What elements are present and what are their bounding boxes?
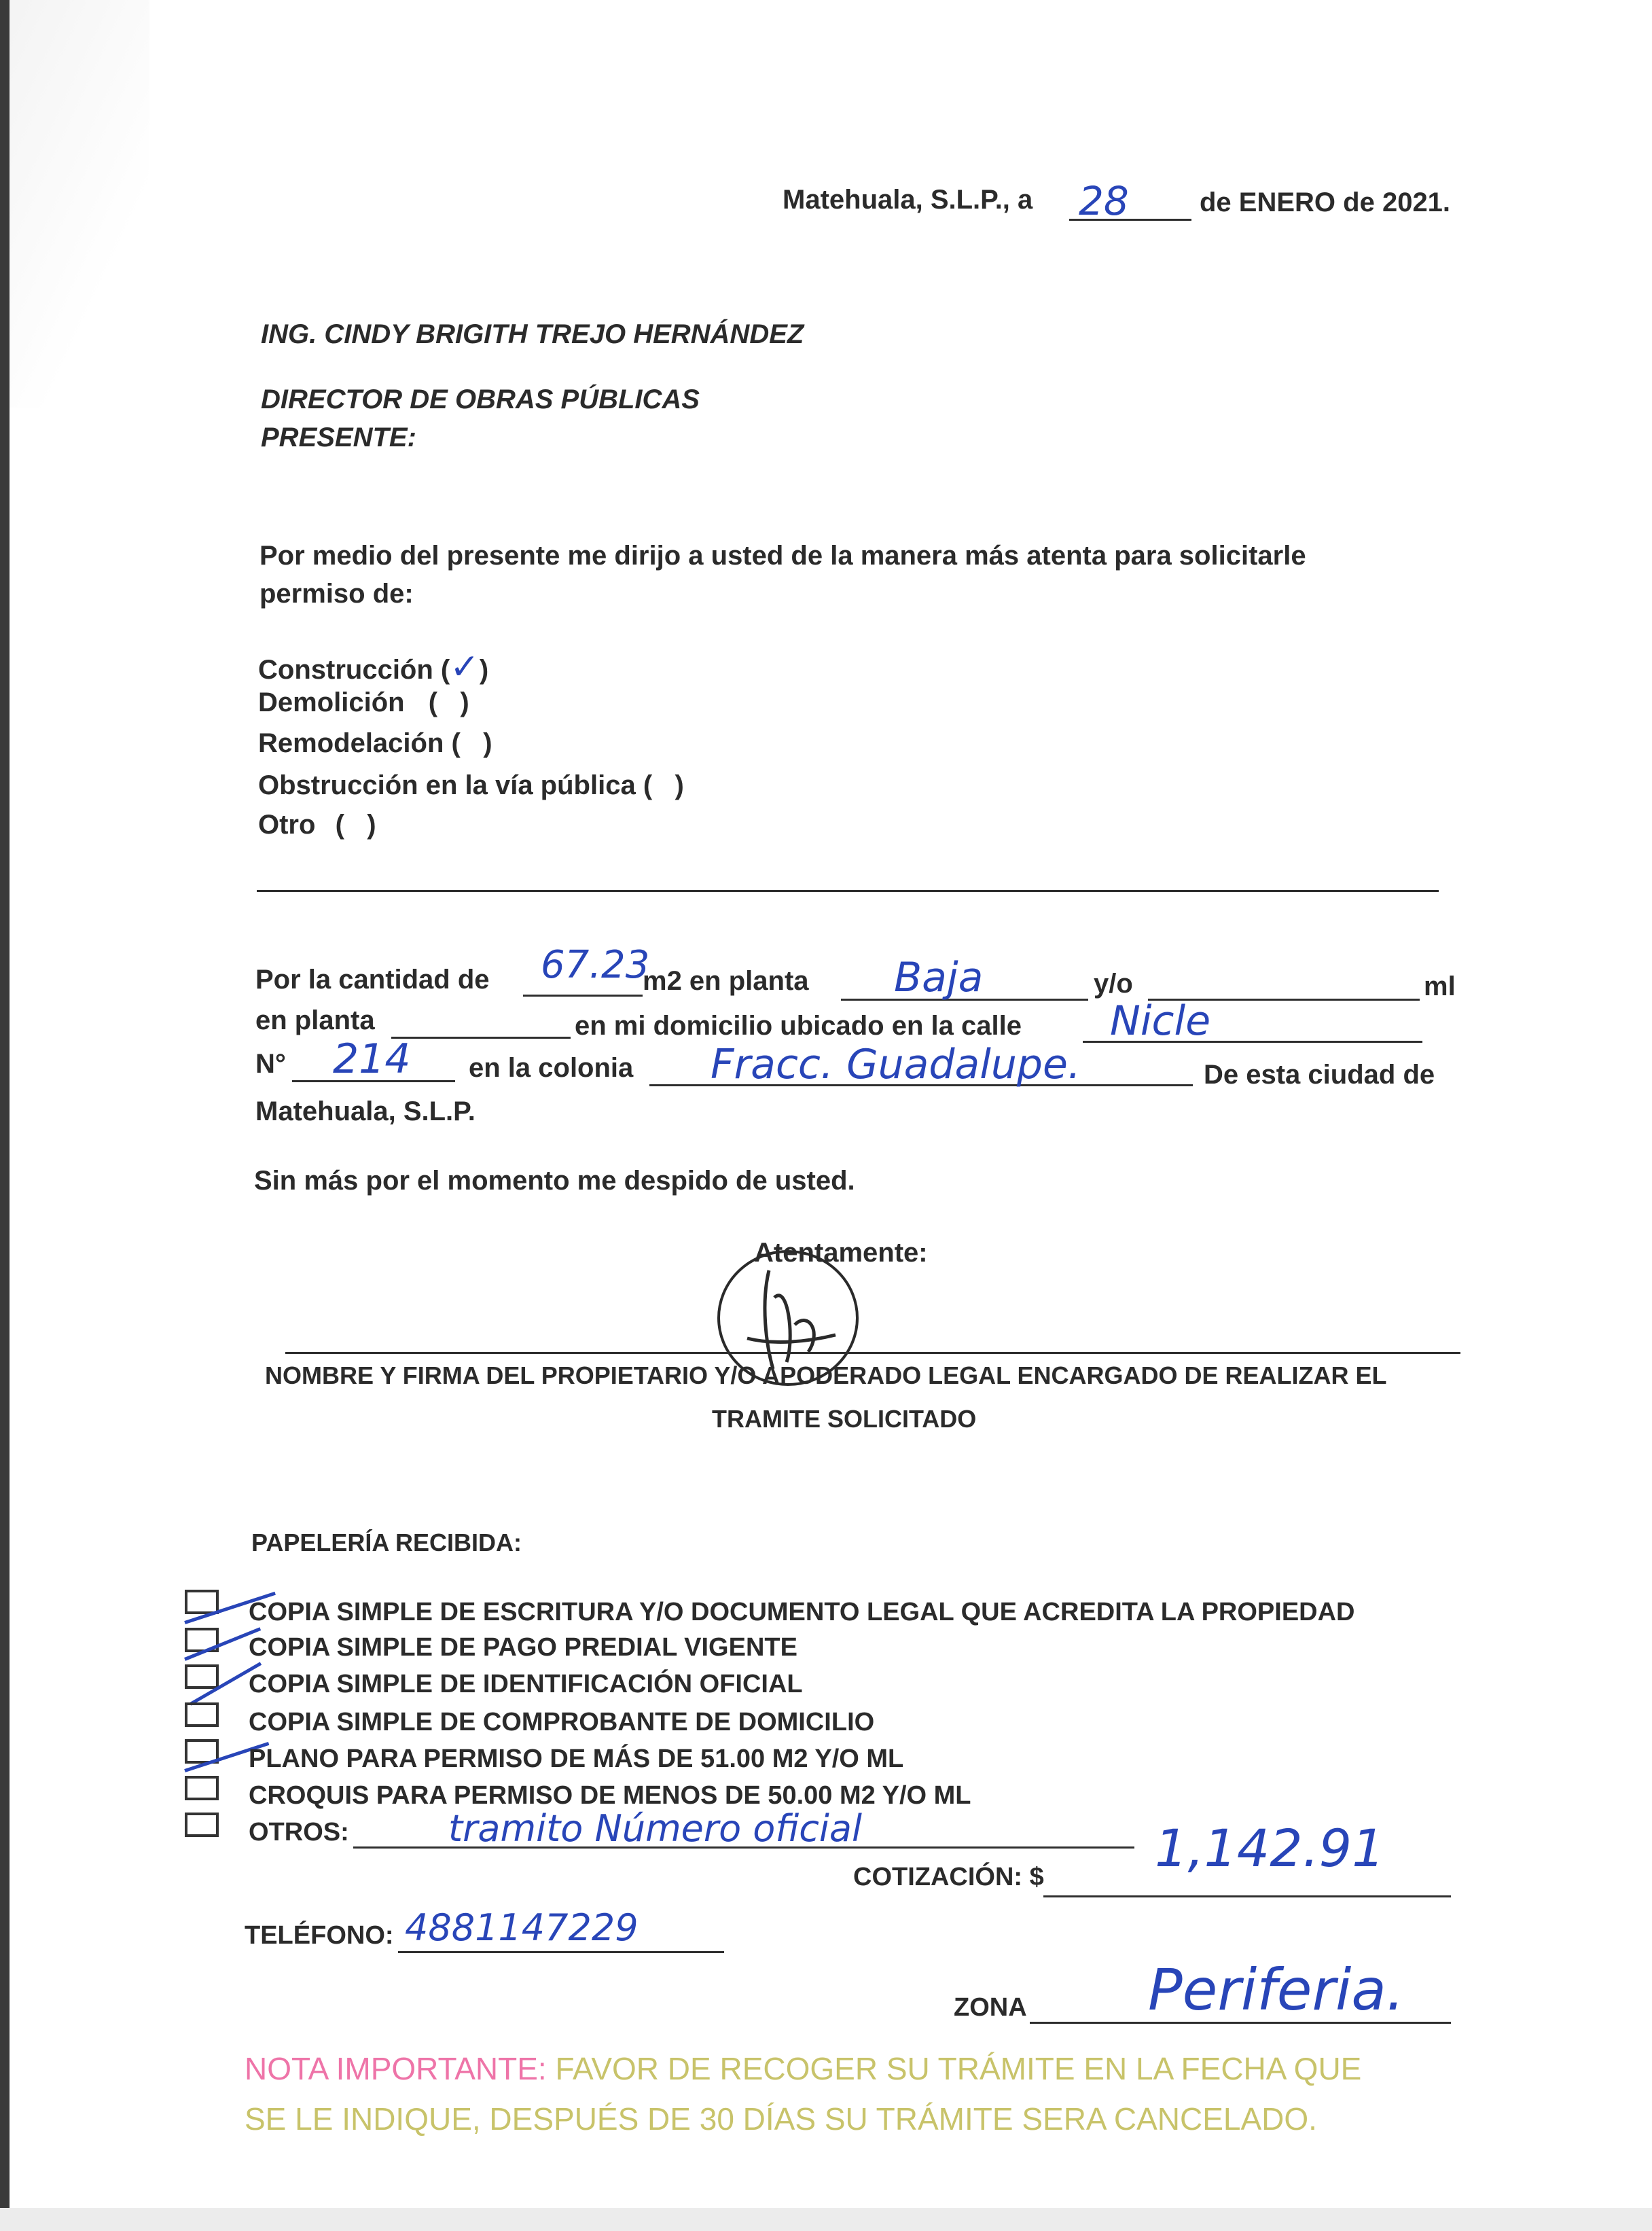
papeleria-item-escritura: COPIA SIMPLE DE ESCRITURA Y/O DOCUMENTO LEGAL QUE ACREDITA LA PROPIEDAD — [249, 1598, 1355, 1626]
papeleria-title: PAPELERÍA RECIBIDA: — [251, 1529, 522, 1556]
m2-label: m2 en planta — [643, 966, 809, 996]
recipient-greeting: PRESENTE: — [261, 423, 416, 452]
zona-value: Periferia. — [1148, 1957, 1405, 2023]
nota-text-1: FAVOR DE RECOGER SU TRÁMITE EN LA FECHA QUE — [555, 2051, 1362, 2086]
folded-corner — [0, 0, 149, 408]
farewell: Sin más por el momento me despido de usted. — [254, 1166, 855, 1196]
papeleria-item-croquis: CROQUIS PARA PERMISO DE MENOS DE 50.00 M2 Y/O ML — [249, 1781, 971, 1810]
en-planta-underline — [391, 1037, 571, 1039]
scan-bottom-edge — [0, 2208, 1652, 2231]
telefono-label: TELÉFONO: — [245, 1921, 394, 1950]
nota-text-2: SE LE INDIQUE, DESPUÉS DE 30 DÍAS SU TRÁMITE SERA CANCELADO. — [245, 2101, 1317, 2137]
papeleria-item-identificacion: COPIA SIMPLE DE IDENTIFICACIÓN OFICIAL — [249, 1670, 803, 1698]
domicilio-label: en mi domicilio ubicado en la calle — [575, 1011, 1022, 1041]
intro-line-2: permiso de: — [259, 579, 414, 609]
cotizacion-label: COTIZACIÓN: $ — [853, 1863, 1044, 1891]
qty-underline — [523, 995, 643, 997]
ciudad-label: De esta ciudad de — [1204, 1060, 1435, 1090]
num-label: N° — [255, 1049, 286, 1079]
qty-label: Por la cantidad de — [255, 965, 490, 995]
otro-underline — [257, 890, 1439, 892]
qty-value: 67.23 — [541, 943, 650, 987]
day-value: 28 — [1079, 178, 1129, 224]
papeleria-checkbox-otros[interactable] — [185, 1813, 219, 1837]
yo-label: y/o — [1094, 969, 1133, 999]
num-value: 214 — [333, 1035, 411, 1083]
permit-remodelacion: Remodelación ( ) — [258, 728, 492, 758]
colonia-label: en la colonia — [469, 1053, 634, 1083]
atentamente: Atentamente: — [754, 1238, 928, 1268]
signature-line — [285, 1352, 1460, 1354]
recipient-name: ING. CINDY BRIGITH TREJO HERNÁNDEZ — [261, 319, 804, 349]
month-year: de ENERO de 2021. — [1200, 188, 1451, 217]
colonia-value: Fracc. Guadalupe. — [711, 1041, 1081, 1088]
planta-value: Baja — [894, 954, 984, 1001]
permit-obstruccion: Obstrucción en la vía pública ( ) — [258, 770, 684, 800]
signature-caption-1: NOMBRE Y FIRMA DEL PROPIETARIO Y/O APODERADO LEGAL ENCARGADO DE REALIZAR EL — [265, 1361, 1387, 1389]
permit-demolicion: Demolición ( ) — [258, 688, 469, 717]
papeleria-item-predial: COPIA SIMPLE DE PAGO PREDIAL VIGENTE — [249, 1633, 797, 1662]
place-prefix: Matehuala, S.L.P., a — [783, 185, 1033, 215]
calle-value: Nicle — [1110, 997, 1211, 1045]
telefono-value: 4881147229 — [405, 1906, 639, 1949]
intro-line-1: Por medio del presente me dirijo a usted de la manera más atenta para solicitarle — [259, 541, 1306, 571]
permit-construccion: Construcción (✓) — [258, 647, 489, 688]
telefono-underline — [398, 1951, 724, 1953]
permit-remodelacion-mark: ( ) — [451, 728, 492, 758]
ciudad-line-2: Matehuala, S.L.P. — [255, 1096, 475, 1126]
papeleria-item-otros: OTROS: — [249, 1818, 349, 1846]
papeleria-checkbox-escritura[interactable] — [185, 1590, 219, 1614]
signature-caption-2: TRAMITE SOLICITADO — [712, 1405, 977, 1433]
permit-obstruccion-mark: ( ) — [643, 770, 684, 800]
papeleria-item-domicilio: COPIA SIMPLE DE COMPROBANTE DE DOMICILIO — [249, 1708, 875, 1736]
permit-otro: Otro ( ) — [258, 810, 376, 840]
scan-edge — [0, 0, 10, 2231]
permit-demolicion-mark: ( ) — [428, 688, 469, 717]
ml-label: ml — [1424, 971, 1456, 1001]
recipient-position: DIRECTOR DE OBRAS PÚBLICAS — [261, 385, 700, 414]
papeleria-checkbox-domicilio[interactable] — [185, 1702, 219, 1727]
papeleria-checkbox-croquis[interactable] — [185, 1776, 219, 1800]
permit-otro-mark: ( ) — [335, 810, 376, 840]
papeleria-item-plano: PLANO PARA PERMISO DE MÁS DE 51.00 M2 Y/O ML — [249, 1745, 904, 1773]
check-mark-icon: ✓ — [450, 647, 480, 688]
cotizacion-underline — [1043, 1895, 1451, 1897]
en-planta-label: en planta — [255, 1005, 375, 1035]
cotizacion-value: 1,142.91 — [1155, 1818, 1385, 1878]
nota-line-1 — [245, 2050, 1361, 2087]
nota-label: NOTA IMPORTANTE: — [245, 2051, 547, 2086]
zona-label: ZONA — [954, 1993, 1027, 2022]
otros-value: tramito Número oficial — [448, 1807, 863, 1850]
papeleria-checkbox-identificacion[interactable] — [185, 1664, 219, 1689]
permit-construccion-mark: (✓) — [440, 647, 489, 688]
